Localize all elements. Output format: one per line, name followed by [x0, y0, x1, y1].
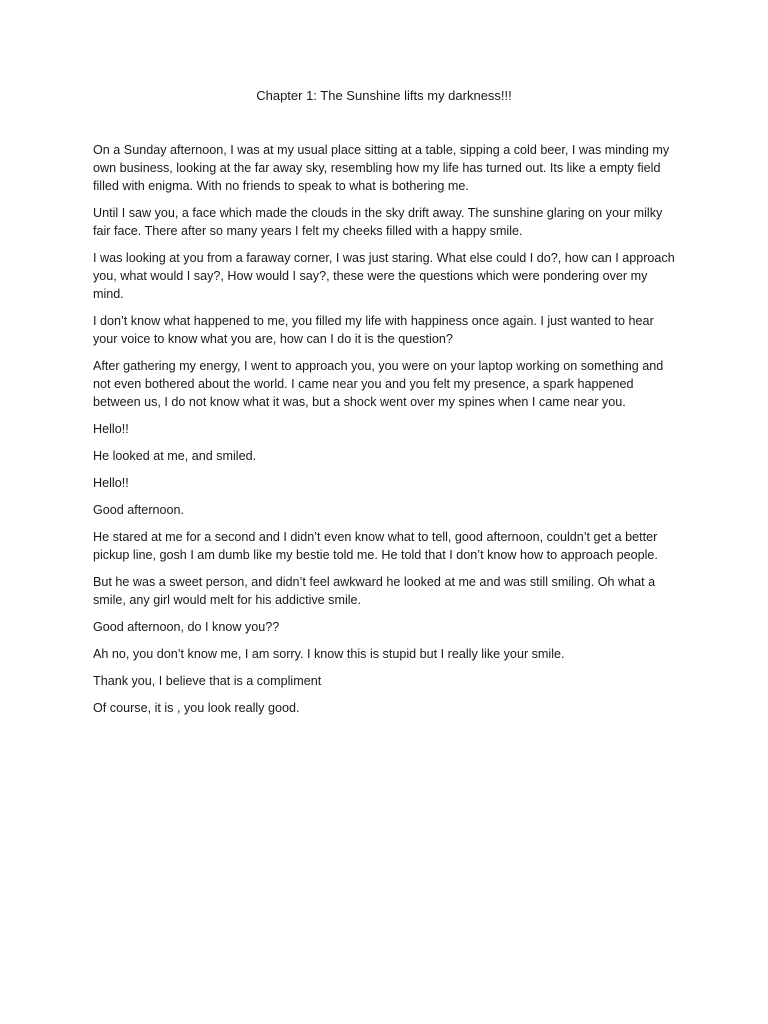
paragraph: Of course, it is , you look really good.: [93, 701, 300, 715]
paragraph: He stared at me for a second and I didn’t even know what to tell, good afternoon, couldn’t get a better pickup line, gosh I am dumb like my bestie told me. He told that I don’t know how to approach people.: [93, 530, 658, 562]
paragraph: Good afternoon.: [93, 503, 185, 517]
paragraph: I don’t know what happened to me, you filled my life with happiness once again. I just wanted to hear your voice to know what you are, how can I do it is the question?: [93, 314, 654, 346]
paragraph: Good afternoon, do I know you??: [93, 620, 280, 634]
paragraph: Hello!!: [93, 422, 129, 436]
paragraph: Ah no, you don’t know me, I am sorry. I know this is stupid but I really like your smile.: [93, 647, 565, 661]
document-body: [93, 141, 677, 726]
paragraph: He looked at me, and smiled.: [93, 449, 257, 463]
paragraph: Thank you, I believe that is a compliment: [93, 674, 322, 688]
paragraph: Until I saw you, a face which made the clouds in the sky drift away. The sunshine glaring on your milky fair face. There after so many years I felt my cheeks filled with a happy smile.: [93, 206, 663, 238]
chapter-title: Chapter 1: The Sunshine lifts my darkness!!!: [256, 88, 512, 103]
paragraph: I was looking at you from a faraway corner, I was just staring. What else could I do?, how can I approach you, what would I say?, How would I say?, these were the questions which were pondering over my mind.: [93, 251, 675, 301]
paragraph: Hello!!: [93, 476, 129, 490]
paragraph: On a Sunday afternoon, I was at my usual place sitting at a table, sipping a cold beer, I was minding my own business, looking at the far away sky, resembling how my life has turned out. Its like a empty field filled with enigma. With no friends to speak to what is bothering me.: [93, 143, 670, 193]
paragraph: But he was a sweet person, and didn’t feel awkward he looked at me and was still smiling. Oh what a smile, any girl would melt for his addictive smile.: [93, 575, 656, 607]
paragraph: After gathering my energy, I went to approach you, you were on your laptop working on something and not even bothered about the world. I came near you and you felt my presence, a spark happened between us, I do not know what it was, but a shock went over my spines when I came near you.: [93, 359, 664, 409]
